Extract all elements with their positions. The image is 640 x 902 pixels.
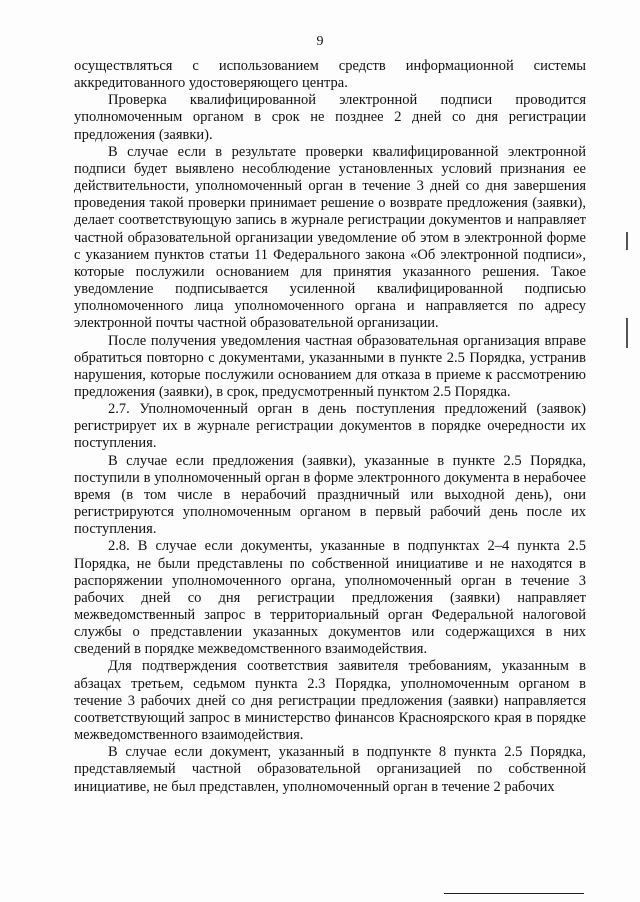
scan-artifact-mark [626,232,628,250]
page-number: 9 [316,34,324,49]
paragraph-compliance-request: Для подтверждения соответствия заявителя требованиям, указанным в абзацах третьем, седьмом пункта 2.3 Порядка, уполномоченным органом в течение 3 рабочих дней со дня регистрации предложения (заявки) направляется соответствующий запрос в министерство финансов Красноярского края в порядке межведомственного взаимодействия. [74,658,586,744]
paragraph-nonworking-time: В случае если предложения (заявки), указанные в пункте 2.5 Порядка, поступили в уполномоченный орган в форме электронного документа в нерабочее время (в том числе в нерабочий праздничный или выходной день), они регистрируются уполномоченным органом в первый рабочий день после их поступления. [74,452,586,538]
paragraph-signature-violation: В случае если в результате проверки квалифицированной электронной подписи будет выявлено несоблюдение установленных условий признания ее действительности, уполномоченный орган в течение 3 дней со дня завершения проведения такой проверки принимает решение о возврате предложения (заявки), делает соответствующую запись в журнале регистрации документов и направляет частной образовательной организации уведомление об этом в электронной форме с указанием пунктов статьи 11 Федерального закона «Об электронной подписи», которые послужили основанием для принятия указанного решения. Такое уведомление подписывается усиленной квалифицированной подписью уполномоченного лица уполномоченного органа и направляется по адресу электронной почты частной образовательной организации. [74,143,586,332]
paragraph-signature-check: Проверка квалифицированной электронной подписи проводится уполномоченным органом в срок не позднее 2 дней со дня регистрации предложения (заявки). [74,92,586,143]
paragraph-2-7: 2.7. Уполномоченный орган в день поступления предложений (заявок) регистрирует их в журнале регистрации документов в порядке очередности их поступления. [74,401,586,452]
scan-artifact-mark [626,318,628,348]
paragraph-document-not-provided: В случае если документ, указанный в подпункте 8 пункта 2.5 Порядка, представляемый частной образовательной организацией по собственной инициативе, не был представлен, уполномоченный орган в течение 2 рабочих [74,744,586,795]
footer-rule [444,893,584,894]
document-body [74,58,586,796]
paragraph-2-8: 2.8. В случае если документы, указанные в подпунктах 2–4 пункта 2.5 Порядка, не были представлены по собственной инициативе и не находятся в распоряжении уполномоченного органа, уполномоченный орган в течение 3 рабочих дней со дня регистрации предложения (заявки) направляет межведомственный запрос в территориальный орган Федеральной налоговой службы о представлении указанных документов или содержащихся в них сведений в порядке межведомственного взаимодействия. [74,538,586,658]
paragraph-resubmission: После получения уведомления частная образовательная организация вправе обратиться повторно с документами, указанными в пункте 2.5 Порядка, устранив нарушения, которые послужили основанием для отказа в приеме к рассмотрению предложения (заявки), в срок, предусмотренный пунктом 2.5 Порядка. [74,332,586,400]
paragraph-continuation: осуществляться с использованием средств информационной системы аккредитованного удостоверяющего центра. [74,58,586,92]
